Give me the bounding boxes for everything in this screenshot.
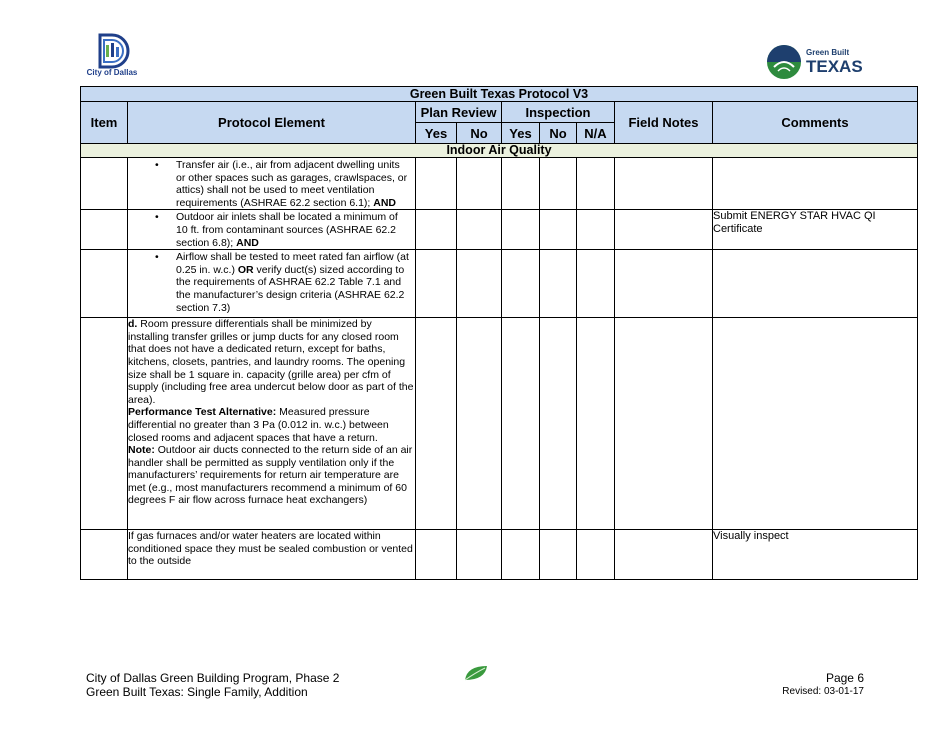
comments-cell: Visually inspect bbox=[713, 530, 918, 580]
protocol-table bbox=[80, 86, 918, 580]
col-header-plan-review: Plan Review bbox=[416, 102, 502, 123]
insp-na-cell bbox=[577, 210, 615, 250]
protocol-text: Room pressure differentials shall be minimized by installing transfer grilles or jump ducts for any closed room that does not have a dedicated return, except for baths, kitchens, closets, pantries, and laundry rooms. The opening size shall be 1 square in. capacity (grille area) per cfm of supply (including free area undercut below door as part of the area). bbox=[128, 318, 414, 406]
col-header-protocol-element: Protocol Element bbox=[128, 102, 416, 144]
table-row bbox=[81, 158, 918, 210]
plan-no-cell bbox=[457, 250, 502, 318]
table-title: Green Built Texas Protocol V3 bbox=[81, 87, 918, 102]
protocol-cell bbox=[128, 530, 416, 580]
insp-no-cell bbox=[540, 158, 577, 210]
plan-no-cell bbox=[457, 158, 502, 210]
bullet-item bbox=[128, 158, 415, 209]
plan-no-cell bbox=[457, 530, 502, 580]
insp-yes-cell bbox=[502, 158, 540, 210]
col-header-item: Item bbox=[81, 102, 128, 144]
insp-yes-cell bbox=[502, 210, 540, 250]
insp-no-cell bbox=[540, 530, 577, 580]
protocol-text: Transfer air (i.e., air from adjacent dwelling units or other spaces such as garages, crawlspaces, or attics) shall not be used to meet ventilation requirements (ASHRAE 62.2 section 6.1); bbox=[176, 159, 408, 209]
protocol-text: Outdoor air ducts connected to the return side of an air handler shall be permitted as supply ventilation only if the manufacturers’ requirements for return air temperature are met (e.g., most manufacturers recommend a minimum of 60 degrees F air flow across furnace heat exchangers) bbox=[128, 444, 413, 507]
field-notes-cell bbox=[615, 318, 713, 530]
field-notes-cell bbox=[615, 250, 713, 318]
item-cell bbox=[81, 158, 128, 210]
protocol-bold-text: OR bbox=[237, 263, 254, 276]
footer-program: City of Dallas Green Building Program, Phase 2 bbox=[86, 671, 340, 685]
comments-cell bbox=[713, 318, 918, 530]
plan-no-cell bbox=[457, 318, 502, 530]
col-header-insp-no: No bbox=[540, 123, 577, 144]
protocol-cell bbox=[128, 318, 416, 530]
leaf-icon bbox=[463, 664, 489, 682]
table-row bbox=[81, 210, 918, 250]
field-notes-cell bbox=[615, 158, 713, 210]
insp-na-cell bbox=[577, 158, 615, 210]
protocol-text: Measured pressure differential no greater than 3 Pa (0.012 in. w.c.) between closed rooms and adjacent spaces that have a return. bbox=[128, 406, 389, 444]
section-indoor-air-quality: Indoor Air Quality bbox=[81, 144, 918, 158]
footer-left bbox=[86, 671, 339, 699]
footer-document: Green Built Texas: Single Family, Addition bbox=[86, 685, 308, 699]
comments-cell bbox=[713, 250, 918, 318]
protocol-label: d. bbox=[128, 318, 138, 331]
col-header-field-notes: Field Notes bbox=[615, 102, 713, 144]
protocol-text: Outdoor air inlets shall be located a minimum of 10 ft. from contaminant sources (ASHRAE 62.2 section 6.8); bbox=[176, 211, 398, 249]
item-cell bbox=[81, 530, 128, 580]
green-built-texas-logo bbox=[766, 43, 861, 81]
green-built-texas-logo-icon bbox=[766, 43, 802, 81]
item-cell bbox=[81, 210, 128, 250]
field-notes-cell bbox=[615, 530, 713, 580]
col-header-comments: Comments bbox=[713, 102, 918, 144]
insp-na-cell bbox=[577, 530, 615, 580]
item-cell bbox=[81, 250, 128, 318]
col-header-plan-yes: Yes bbox=[416, 123, 457, 144]
insp-yes-cell bbox=[502, 250, 540, 318]
protocol-bold-text: Performance Test Alternative: bbox=[128, 406, 277, 419]
insp-no-cell bbox=[540, 250, 577, 318]
bullet-item bbox=[128, 210, 415, 249]
col-header-insp-na: N/A bbox=[577, 123, 615, 144]
insp-no-cell bbox=[540, 318, 577, 530]
plan-yes-cell bbox=[416, 530, 457, 580]
insp-na-cell bbox=[577, 250, 615, 318]
col-header-inspection: Inspection bbox=[502, 102, 615, 123]
protocol-bold-text: AND bbox=[236, 236, 259, 249]
protocol-cell bbox=[128, 250, 416, 318]
table-row bbox=[81, 530, 918, 580]
protocol-cell bbox=[128, 210, 416, 250]
plan-no-cell bbox=[457, 210, 502, 250]
insp-yes-cell bbox=[502, 318, 540, 530]
plan-yes-cell bbox=[416, 318, 457, 530]
bullet-item bbox=[128, 250, 415, 314]
protocol-text: verify duct(s) sized according to the requirements of ASHRAE 62.2 Table 7.1 and the manufacturer’s design criteria (ASHRAE 62.2 section 7.3) bbox=[176, 263, 405, 314]
gbt-logo-top-text: Green Built bbox=[806, 48, 850, 57]
plan-yes-cell bbox=[416, 158, 457, 210]
insp-no-cell bbox=[540, 210, 577, 250]
protocol-bold-text: AND bbox=[373, 196, 397, 209]
protocol-bold-text: Note: bbox=[128, 444, 155, 457]
page-number: Page 6 bbox=[825, 671, 864, 685]
item-cell bbox=[81, 318, 128, 530]
col-header-plan-no: No bbox=[457, 123, 502, 144]
insp-na-cell bbox=[577, 318, 615, 530]
gbt-logo-main-text: TEXAS bbox=[806, 57, 863, 76]
protocol-text: Airflow shall be tested to meet rated fan airflow (at 0.25 in. w.c.) bbox=[176, 251, 409, 276]
plan-yes-cell bbox=[416, 250, 457, 318]
comments-cell: Submit ENERGY STAR HVAC QI Certificate bbox=[713, 210, 918, 250]
comments-cell bbox=[713, 158, 918, 210]
field-notes-cell bbox=[615, 210, 713, 250]
col-header-insp-yes: Yes bbox=[502, 123, 540, 144]
revised-date: Revised: 03-01-17 bbox=[782, 686, 864, 697]
table-row bbox=[81, 250, 918, 318]
city-logo-text: City of Dallas bbox=[86, 68, 138, 77]
plan-yes-cell bbox=[416, 210, 457, 250]
protocol-cell bbox=[128, 158, 416, 210]
table-row bbox=[81, 318, 918, 530]
protocol-text: If gas furnaces and/or water heaters are located within conditioned space they must be sealed combustion or vented to the outside bbox=[128, 530, 413, 568]
insp-yes-cell bbox=[502, 530, 540, 580]
footer-right bbox=[782, 671, 864, 699]
